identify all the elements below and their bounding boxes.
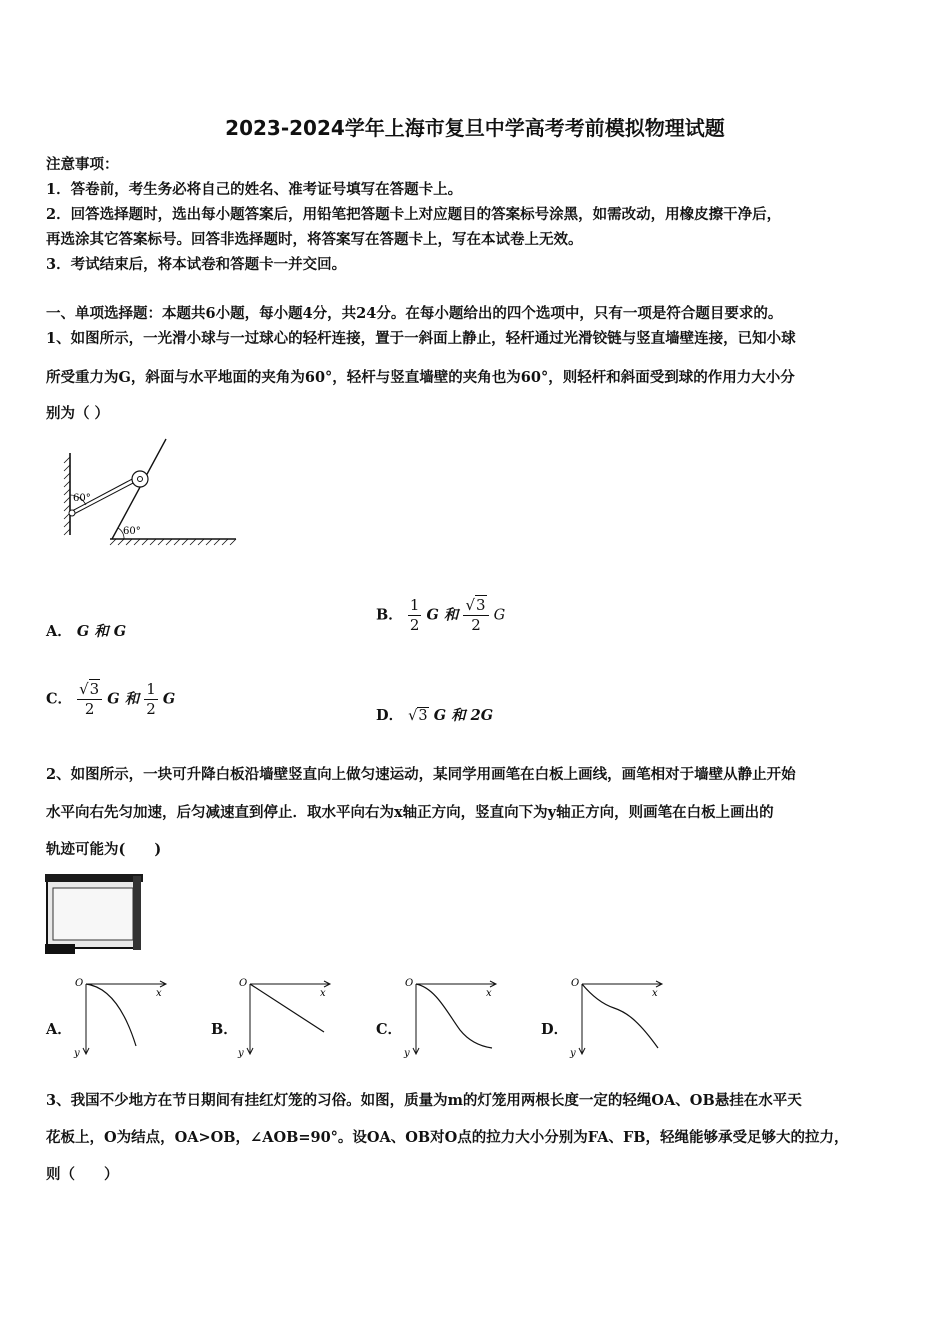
whiteboard-side-post	[133, 876, 141, 950]
q1-option-c-letter: C．	[46, 690, 73, 708]
slope-angle-label: 60°	[123, 526, 141, 537]
y-axis-label: y	[74, 1048, 80, 1059]
q2-option-c-letter: C．	[376, 1021, 403, 1038]
q1-option-c-num-1: √3	[79, 680, 100, 698]
trajectory-line	[250, 984, 324, 1032]
q1-line-1: 1、如图所示，一光滑小球与一过球心的轻杆连接，置于一斜面上静止，轻杆通过光滑铰链与竖直墙壁连接，已知小球	[46, 330, 796, 347]
q3-line-1: 3、我国不少地方在节日期间有挂红灯笼的习俗。如图，质量为m的灯笼用两根长度一定的轻绳OA、OB悬挂在水平天	[46, 1092, 802, 1109]
q1-figure	[60, 435, 240, 547]
notice-item-1: 1．答卷前，考生务必将自己的姓名、准考证号填写在答题卡上。	[46, 181, 463, 198]
q1-option-b-letter: B．	[376, 606, 403, 624]
y-axis-label: y	[238, 1048, 244, 1059]
q1-option-c-tail: G	[162, 690, 176, 708]
whiteboard-base	[45, 944, 75, 954]
origin-label: O	[405, 978, 414, 989]
q1-option-b-num-2: √3	[465, 596, 486, 614]
q2-line-3: 轨迹可能为( )	[46, 841, 162, 858]
x-axis-label: x	[156, 988, 162, 999]
q1-option-c-mid: G 和	[107, 690, 140, 708]
origin-label: O	[75, 978, 84, 989]
whiteboard-top-rail	[45, 874, 143, 882]
x-axis-label: x	[652, 988, 658, 999]
origin-label: O	[239, 978, 248, 989]
q1-option-c-num-2: 1	[146, 680, 156, 698]
q1-option-a-text: G 和 G	[76, 623, 127, 640]
q2-line-2: 水平向右先匀加速，后匀减速直到停止．取水平向右为x轴正方向，竖直向下为y轴正方向，则画笔在白板上画出的	[46, 804, 774, 821]
q1-line-3: 别为（ ）	[46, 405, 110, 422]
x-axis-label: x	[486, 988, 492, 999]
y-axis-label: y	[570, 1048, 576, 1059]
q1-option-d	[376, 704, 493, 725]
whiteboard-surface	[53, 888, 133, 940]
q1-option-b-frac-2	[463, 598, 488, 633]
q2-option-b-letter: B．	[211, 1021, 238, 1038]
x-axis-label: x	[320, 988, 326, 999]
page-title: 2023-2024学年上海市复旦中学高考考前模拟物理试题	[225, 116, 725, 140]
q1-option-d-rad: 3	[418, 708, 428, 724]
q3-line-3: 则（ ）	[46, 1166, 119, 1183]
y-axis-label: y	[404, 1048, 410, 1059]
q1-option-d-letter: D．	[376, 707, 404, 724]
q1-option-c-den-1: 2	[77, 699, 102, 717]
q1-option-b-mid: G 和	[426, 606, 459, 624]
q1-option-d-text: G 和 2G	[433, 707, 494, 724]
q2-option-d-letter: D．	[541, 1021, 569, 1038]
trajectory-curve	[86, 984, 136, 1046]
notice-item-3: 3．考试结束后，将本试卷和答题卡一并交回。	[46, 256, 347, 273]
trajectory-curve	[416, 984, 492, 1048]
q1-option-c-frac-1	[77, 682, 102, 717]
ball-center-icon	[138, 477, 143, 482]
notice-item-2: 2．回答选择题时，选出每小题答案后，用铅笔把答题卡上对应题目的答案标号涂黑，如需改动，用橡皮擦干净后，	[46, 206, 782, 223]
q2-option-b-graph	[234, 974, 334, 1060]
q1-option-b	[376, 598, 505, 633]
q1-option-a	[46, 620, 126, 641]
q2-option-d-graph	[566, 974, 666, 1060]
q1-option-c	[46, 682, 175, 717]
section-heading: 一、单项选择题：本题共6小题，每小题4分，共24分。在每小题给出的四个选项中，只有一项是符合题目要求的。	[46, 305, 783, 322]
notice-item-2-cont: 再选涂其它答案标号。回答非选择题时，将答案写在答题卡上，写在本试卷上无效。	[46, 231, 583, 248]
wall-angle-label: 60°	[73, 493, 91, 504]
incline-line	[112, 439, 166, 539]
q1-option-c-frac-2	[144, 682, 158, 717]
trajectory-curve	[582, 984, 658, 1048]
hinge-icon	[69, 510, 75, 516]
origin-label: O	[571, 978, 580, 989]
q2-option-c-graph	[400, 974, 500, 1060]
q2-line-1: 2、如图所示，一块可升降白板沿墙壁竖直向上做匀速运动，某同学用画笔在白板上画线，画笔相对于墙壁从静止开始	[46, 766, 796, 783]
whiteboard-figure	[45, 866, 143, 956]
q1-option-b-frac-1	[408, 598, 422, 633]
q1-option-b-tail: G	[493, 607, 506, 624]
q1-option-b-num-1: 1	[409, 596, 420, 614]
q1-option-b-den-2: 2	[463, 615, 488, 633]
q2-option-a-letter: A．	[46, 1021, 72, 1038]
q3-line-2: 花板上，O为结点，OA>OB，∠AOB=90°。设OA、OB对O点的拉力大小分别为FA、FB，轻绳能够承受足够大的拉力，	[46, 1129, 849, 1146]
wall-hatch	[64, 457, 70, 535]
notice-heading: 注意事项：	[46, 156, 119, 173]
q1-option-a-letter: A．	[46, 623, 72, 640]
q1-option-b-den-1: 2	[409, 616, 420, 634]
ground-hatch	[110, 539, 236, 545]
q1-option-c-den-2: 2	[146, 700, 156, 718]
q1-line-2: 所受重力为G，斜面与水平地面的夹角为60°，轻杆与竖直墙壁的夹角也为60°，则轻杆和斜面受到球的作用力大小分	[46, 369, 795, 386]
q2-option-a-graph	[70, 974, 170, 1060]
sqrt-icon: √3	[408, 708, 428, 724]
